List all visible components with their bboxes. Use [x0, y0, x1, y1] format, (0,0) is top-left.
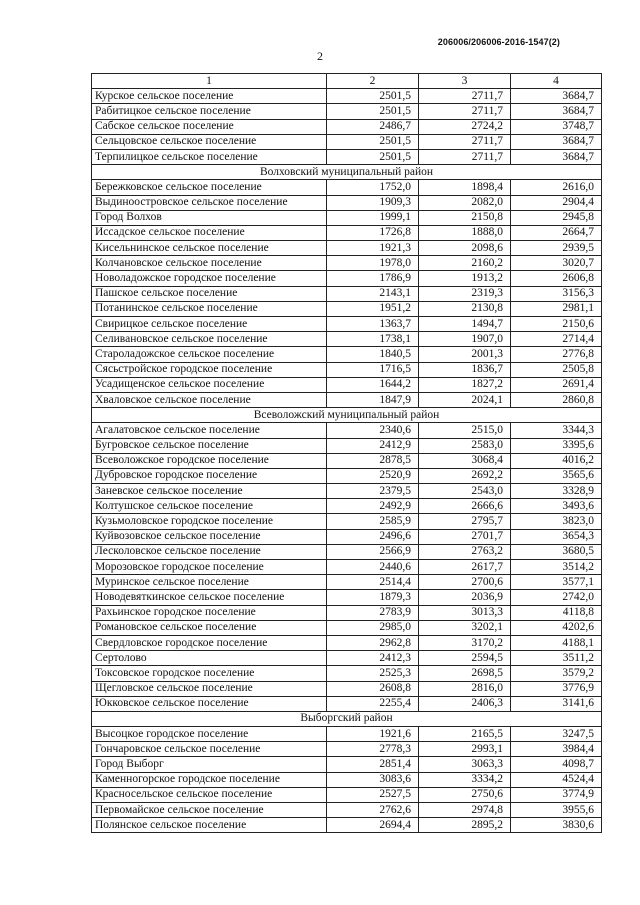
value-col2-cell: 1644,2 — [327, 377, 419, 392]
value-col2-cell: 2520,9 — [327, 468, 419, 483]
settlement-name-cell: Сясьстройское городское поселение — [92, 362, 327, 377]
settlement-name-cell: Потанинское сельское поселение — [92, 301, 327, 316]
settlement-name-cell: Сельцовское сельское поселение — [92, 134, 327, 149]
value-col4-cell: 4016,2 — [511, 453, 602, 468]
settlement-name-cell: Курское сельское поселение — [92, 89, 327, 104]
value-col2-cell: 1999,1 — [327, 210, 419, 225]
value-col4-cell: 4098,7 — [511, 757, 602, 772]
table-row — [92, 742, 602, 757]
table-row — [92, 803, 602, 818]
value-col3-cell: 2711,7 — [419, 104, 511, 119]
table-row — [92, 651, 602, 666]
section-title: Волховский муниципальный район — [92, 165, 602, 180]
settlement-name-cell: Рабитицкое сельское поселение — [92, 104, 327, 119]
table-body — [92, 74, 602, 833]
value-col3-cell: 2666,6 — [419, 499, 511, 514]
value-col3-cell: 2515,0 — [419, 423, 511, 438]
settlement-name-cell: Иссадское сельское поселение — [92, 225, 327, 240]
section-row — [92, 165, 602, 180]
value-col3-cell: 3170,2 — [419, 635, 511, 650]
settlement-name-cell: Рахьинское городское поселение — [92, 605, 327, 620]
value-col4-cell: 3579,2 — [511, 666, 602, 681]
value-col3-cell: 2543,0 — [419, 484, 511, 499]
value-col2-cell: 2783,9 — [327, 605, 419, 620]
value-col4-cell: 2939,5 — [511, 241, 602, 256]
settlement-name-cell: Сертолово — [92, 651, 327, 666]
value-col3-cell: 2974,8 — [419, 803, 511, 818]
value-col4-cell: 2945,8 — [511, 210, 602, 225]
value-col3-cell: 2165,5 — [419, 727, 511, 742]
value-col2-cell: 2501,5 — [327, 89, 419, 104]
value-col2-cell: 2340,6 — [327, 423, 419, 438]
value-col3-cell: 3063,3 — [419, 757, 511, 772]
value-col4-cell: 2860,8 — [511, 392, 602, 407]
value-col3-cell: 1836,7 — [419, 362, 511, 377]
section-title: Всеволожский муниципальный район — [92, 408, 602, 423]
value-col2-cell: 2496,6 — [327, 529, 419, 544]
settlement-name-cell: Романовское сельское поселение — [92, 620, 327, 635]
header-row — [92, 74, 602, 89]
table-row — [92, 347, 602, 362]
table-row — [92, 544, 602, 559]
value-col3-cell: 2617,7 — [419, 560, 511, 575]
settlement-name-cell: Колчановское сельское поселение — [92, 256, 327, 271]
settlement-name-cell: Гончаровское сельское поселение — [92, 742, 327, 757]
table-row — [92, 149, 602, 164]
settlement-name-cell: Муринское сельское поселение — [92, 575, 327, 590]
value-col4-cell: 4202,6 — [511, 620, 602, 635]
settlement-name-cell: Бережковское сельское поселение — [92, 180, 327, 195]
table-row — [92, 104, 602, 119]
value-col2-cell: 1738,1 — [327, 332, 419, 347]
settlement-name-cell: Заневское сельское поселение — [92, 484, 327, 499]
value-col3-cell: 2001,3 — [419, 347, 511, 362]
value-col3-cell: 2711,7 — [419, 89, 511, 104]
value-col2-cell: 2143,1 — [327, 286, 419, 301]
table-row — [92, 362, 602, 377]
value-col4-cell: 3774,9 — [511, 787, 602, 802]
value-col4-cell: 3748,7 — [511, 119, 602, 134]
value-col3-cell: 2406,3 — [419, 696, 511, 711]
value-col3-cell: 2692,2 — [419, 468, 511, 483]
table-row — [92, 241, 602, 256]
value-col3-cell: 2895,2 — [419, 818, 511, 833]
settlement-name-cell: Лесколовское сельское поселение — [92, 544, 327, 559]
settlement-name-cell: Каменногорское городское поселение — [92, 772, 327, 787]
value-col4-cell: 4524,4 — [511, 772, 602, 787]
value-col4-cell: 3684,7 — [511, 149, 602, 164]
header-cell: 1 — [92, 74, 327, 89]
settlement-name-cell: Куйвозовское сельское поселение — [92, 529, 327, 544]
value-col2-cell: 2778,3 — [327, 742, 419, 757]
value-col3-cell: 2150,8 — [419, 210, 511, 225]
table-row — [92, 787, 602, 802]
table-row — [92, 210, 602, 225]
value-col2-cell: 2501,5 — [327, 149, 419, 164]
value-col2-cell: 2985,0 — [327, 620, 419, 635]
table-row — [92, 560, 602, 575]
settlement-name-cell: Полянское сельское поселение — [92, 818, 327, 833]
value-col4-cell: 2981,1 — [511, 301, 602, 316]
settlement-name-cell: Токсовское городское поселение — [92, 666, 327, 681]
value-col4-cell: 3684,7 — [511, 104, 602, 119]
value-col4-cell: 3493,6 — [511, 499, 602, 514]
value-col3-cell: 3068,4 — [419, 453, 511, 468]
value-col3-cell: 2701,7 — [419, 529, 511, 544]
settlement-name-cell: Кузьмоловское городское поселение — [92, 514, 327, 529]
table-row — [92, 286, 602, 301]
table-row — [92, 225, 602, 240]
value-col2-cell: 1921,3 — [327, 241, 419, 256]
value-col3-cell: 2700,6 — [419, 575, 511, 590]
table-row — [92, 256, 602, 271]
value-col2-cell: 1879,3 — [327, 590, 419, 605]
settlement-name-cell: Красносельское сельское поселение — [92, 787, 327, 802]
value-col3-cell: 1888,0 — [419, 225, 511, 240]
table-row — [92, 772, 602, 787]
value-col2-cell: 1716,5 — [327, 362, 419, 377]
table-row — [92, 392, 602, 407]
table-row — [92, 590, 602, 605]
table-row — [92, 453, 602, 468]
header-cell: 2 — [327, 74, 419, 89]
settlement-name-cell: Свердловское городское поселение — [92, 635, 327, 650]
value-col3-cell: 2724,2 — [419, 119, 511, 134]
value-col3-cell: 2036,9 — [419, 590, 511, 605]
value-col2-cell: 1363,7 — [327, 317, 419, 332]
value-col2-cell: 1840,5 — [327, 347, 419, 362]
table-row — [92, 757, 602, 772]
value-col3-cell: 3202,1 — [419, 620, 511, 635]
value-col4-cell: 2691,4 — [511, 377, 602, 392]
table-row — [92, 317, 602, 332]
value-col2-cell: 2492,9 — [327, 499, 419, 514]
value-col3-cell: 2750,6 — [419, 787, 511, 802]
settlement-name-cell: Колтушское сельское поселение — [92, 499, 327, 514]
settlement-name-cell: Бугровское сельское поселение — [92, 438, 327, 453]
settlement-name-cell: Морозовское городское поселение — [92, 560, 327, 575]
value-col4-cell: 3654,3 — [511, 529, 602, 544]
value-col3-cell: 1913,2 — [419, 271, 511, 286]
value-col3-cell: 1898,4 — [419, 180, 511, 195]
table-row — [92, 696, 602, 711]
section-title: Выборгский район — [92, 711, 602, 726]
settlement-name-cell: Сабское сельское поселение — [92, 119, 327, 134]
settlement-name-cell: Город Волхов — [92, 210, 327, 225]
value-col2-cell: 1752,0 — [327, 180, 419, 195]
value-col2-cell: 1909,3 — [327, 195, 419, 210]
settlement-name-cell: Селивановское сельское поселение — [92, 332, 327, 347]
value-col4-cell: 3141,6 — [511, 696, 602, 711]
table-row — [92, 271, 602, 286]
value-col2-cell: 2525,3 — [327, 666, 419, 681]
settlement-name-cell: Агалатовское сельское поселение — [92, 423, 327, 438]
value-col4-cell: 3684,7 — [511, 134, 602, 149]
value-col2-cell: 1951,2 — [327, 301, 419, 316]
settlement-name-cell: Дубровское городское поселение — [92, 468, 327, 483]
value-col2-cell: 2412,3 — [327, 651, 419, 666]
header-cell: 4 — [511, 74, 602, 89]
settlement-name-cell: Кисельнинское сельское поселение — [92, 241, 327, 256]
value-col4-cell: 3328,9 — [511, 484, 602, 499]
table-row — [92, 484, 602, 499]
table-row — [92, 635, 602, 650]
table-row — [92, 301, 602, 316]
value-col2-cell: 2501,5 — [327, 104, 419, 119]
value-col2-cell: 2608,8 — [327, 681, 419, 696]
value-col4-cell: 3680,5 — [511, 544, 602, 559]
value-col4-cell: 3395,6 — [511, 438, 602, 453]
value-col3-cell: 2594,5 — [419, 651, 511, 666]
value-col2-cell: 2440,6 — [327, 560, 419, 575]
value-col3-cell: 1907,0 — [419, 332, 511, 347]
table-row — [92, 681, 602, 696]
value-col4-cell: 3830,6 — [511, 818, 602, 833]
settlement-name-cell: Хваловское сельское поселение — [92, 392, 327, 407]
settlement-name-cell: Новодевяткинское сельское поселение — [92, 590, 327, 605]
header-cell: 3 — [419, 74, 511, 89]
value-col3-cell: 2160,2 — [419, 256, 511, 271]
value-col4-cell: 3156,3 — [511, 286, 602, 301]
value-col2-cell: 2566,9 — [327, 544, 419, 559]
value-col3-cell: 2711,7 — [419, 149, 511, 164]
value-col4-cell: 3247,5 — [511, 727, 602, 742]
value-col2-cell: 2412,9 — [327, 438, 419, 453]
settlement-name-cell: Усадищенское сельское поселение — [92, 377, 327, 392]
value-col2-cell: 2514,4 — [327, 575, 419, 590]
page-number: 2 — [317, 49, 323, 63]
document-id: 206006/206006-2016-1547(2) — [437, 37, 560, 47]
value-col3-cell: 2763,2 — [419, 544, 511, 559]
settlement-name-cell: Юкковское сельское поселение — [92, 696, 327, 711]
table-row — [92, 438, 602, 453]
value-col4-cell: 3984,4 — [511, 742, 602, 757]
value-col2-cell: 1786,9 — [327, 271, 419, 286]
value-col4-cell: 2505,8 — [511, 362, 602, 377]
value-col2-cell: 3083,6 — [327, 772, 419, 787]
value-col2-cell: 2501,5 — [327, 134, 419, 149]
value-col4-cell: 3514,2 — [511, 560, 602, 575]
section-row — [92, 711, 602, 726]
value-col2-cell: 2585,9 — [327, 514, 419, 529]
settlement-name-cell: Первомайское сельское поселение — [92, 803, 327, 818]
table-row — [92, 377, 602, 392]
value-col2-cell: 1978,0 — [327, 256, 419, 271]
value-col3-cell: 1827,2 — [419, 377, 511, 392]
table-row — [92, 423, 602, 438]
table-row — [92, 666, 602, 681]
value-col4-cell: 4118,8 — [511, 605, 602, 620]
value-col4-cell: 2904,4 — [511, 195, 602, 210]
value-col2-cell: 2486,7 — [327, 119, 419, 134]
settlement-name-cell: Пашское сельское поселение — [92, 286, 327, 301]
settlement-name-cell: Новоладожское городское поселение — [92, 271, 327, 286]
value-col3-cell: 2082,0 — [419, 195, 511, 210]
value-col2-cell: 1726,8 — [327, 225, 419, 240]
table-row — [92, 620, 602, 635]
value-col4-cell: 3955,6 — [511, 803, 602, 818]
settlement-name-cell: Город Выборг — [92, 757, 327, 772]
value-col3-cell: 2098,6 — [419, 241, 511, 256]
settlement-name-cell: Свирицкое сельское поселение — [92, 317, 327, 332]
table-row — [92, 575, 602, 590]
value-col3-cell: 2993,1 — [419, 742, 511, 757]
value-col2-cell: 2851,4 — [327, 757, 419, 772]
table-row — [92, 119, 602, 134]
value-col4-cell: 3344,3 — [511, 423, 602, 438]
value-col4-cell: 4188,1 — [511, 635, 602, 650]
section-row — [92, 408, 602, 423]
value-col4-cell: 3565,6 — [511, 468, 602, 483]
table-row — [92, 134, 602, 149]
value-col3-cell: 2319,3 — [419, 286, 511, 301]
table-row — [92, 514, 602, 529]
value-col4-cell: 3511,2 — [511, 651, 602, 666]
table-row — [92, 332, 602, 347]
value-col3-cell: 2583,0 — [419, 438, 511, 453]
settlement-name-cell: Щегловское сельское поселение — [92, 681, 327, 696]
settlement-name-cell: Всеволожское городское поселение — [92, 453, 327, 468]
table-row — [92, 499, 602, 514]
value-col4-cell: 2616,0 — [511, 180, 602, 195]
value-col3-cell: 2795,7 — [419, 514, 511, 529]
value-col4-cell: 2742,0 — [511, 590, 602, 605]
value-col3-cell: 1494,7 — [419, 317, 511, 332]
value-col2-cell: 2762,6 — [327, 803, 419, 818]
value-col3-cell: 2816,0 — [419, 681, 511, 696]
value-col4-cell: 3020,7 — [511, 256, 602, 271]
value-col2-cell: 2962,8 — [327, 635, 419, 650]
value-col2-cell: 2878,5 — [327, 453, 419, 468]
value-col4-cell: 2606,8 — [511, 271, 602, 286]
value-col3-cell: 2711,7 — [419, 134, 511, 149]
table-row — [92, 180, 602, 195]
value-col4-cell: 2714,4 — [511, 332, 602, 347]
value-col3-cell: 2024,1 — [419, 392, 511, 407]
settlement-name-cell: Староладожское сельское поселение — [92, 347, 327, 362]
table-row — [92, 468, 602, 483]
value-col2-cell: 2379,5 — [327, 484, 419, 499]
value-col4-cell: 3684,7 — [511, 89, 602, 104]
settlement-name-cell: Высоцкое городское поселение — [92, 727, 327, 742]
table-row — [92, 195, 602, 210]
value-col2-cell: 1847,9 — [327, 392, 419, 407]
value-col4-cell: 2150,6 — [511, 317, 602, 332]
table-row — [92, 89, 602, 104]
table-row — [92, 529, 602, 544]
value-col3-cell: 2698,5 — [419, 666, 511, 681]
value-col4-cell: 2664,7 — [511, 225, 602, 240]
table-row — [92, 605, 602, 620]
value-col2-cell: 2527,5 — [327, 787, 419, 802]
value-col2-cell: 1921,6 — [327, 727, 419, 742]
settlement-name-cell: Терпилицкое сельское поселение — [92, 149, 327, 164]
table-row — [92, 727, 602, 742]
value-col4-cell: 3776,9 — [511, 681, 602, 696]
data-table — [91, 73, 602, 833]
value-col4-cell: 2776,8 — [511, 347, 602, 362]
value-col3-cell: 3013,3 — [419, 605, 511, 620]
value-col4-cell: 3823,0 — [511, 514, 602, 529]
value-col4-cell: 3577,1 — [511, 575, 602, 590]
value-col2-cell: 2694,4 — [327, 818, 419, 833]
table-row — [92, 818, 602, 833]
settlement-name-cell: Выдиноостровское сельское поселение — [92, 195, 327, 210]
value-col2-cell: 2255,4 — [327, 696, 419, 711]
value-col3-cell: 2130,8 — [419, 301, 511, 316]
value-col3-cell: 3334,2 — [419, 772, 511, 787]
